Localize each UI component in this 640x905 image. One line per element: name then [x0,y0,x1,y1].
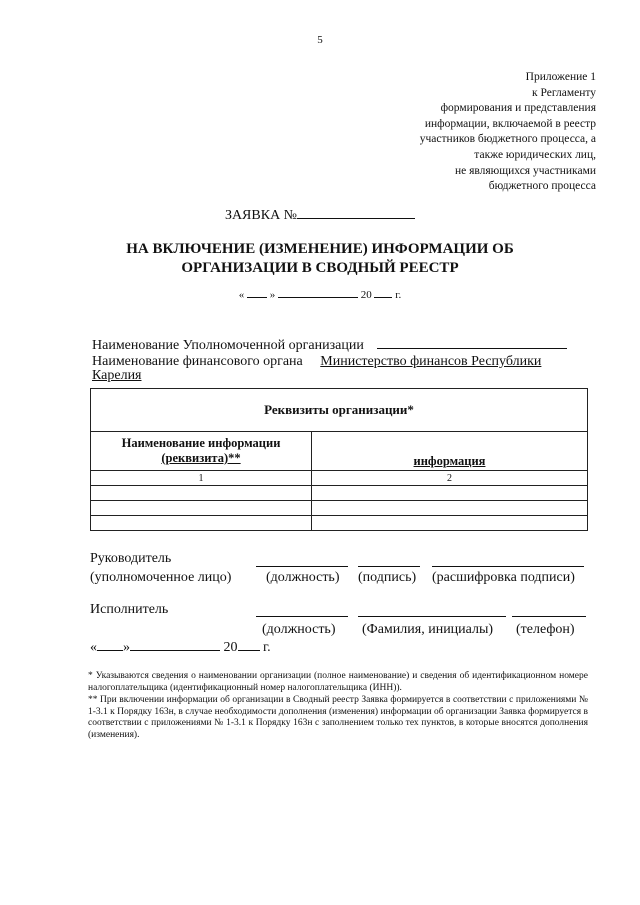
day-field[interactable] [247,287,267,298]
head-sublabel: (уполномоченное лицо) [90,570,232,585]
quote-close: » [269,289,276,301]
column-header-info-name [91,432,312,471]
year-prefix: 20 [223,640,238,655]
head-signature-caption: (подпись) [358,570,417,585]
financial-org-value-continued [92,368,142,384]
column-header-info [312,432,588,471]
authorized-org-field[interactable] [377,334,567,349]
executor-phone-field[interactable] [512,616,586,617]
executor-label: Исполнитель [90,602,169,617]
head-position-caption: (должность) [266,570,340,585]
appendix-block [420,70,596,195]
executor-position-field[interactable] [256,616,348,617]
application-number-field[interactable] [297,205,415,219]
table-cell[interactable] [312,516,588,531]
appendix-line: участников бюджетного процесса, а [419,133,596,146]
footnotes [88,671,588,743]
executor-position-caption: (должность) [262,622,336,637]
requisites-table-title: Реквизиты организации* [91,389,588,432]
appendix-line: формирования и представления [440,102,596,115]
year-suffix: г. [263,640,271,655]
executor-month-field[interactable] [130,637,220,651]
table-cell[interactable] [91,501,312,516]
page-number: 5 [317,34,323,46]
year-field[interactable] [374,287,392,298]
column-number-2: 2 [312,471,588,486]
quote-open: « [238,289,245,301]
application-label: ЗАЯВКА № [224,208,298,223]
executor-day-field[interactable] [97,637,123,651]
quote-open: « [90,640,97,655]
appendix-line: информации, включаемой в реестр [424,117,596,130]
heading-line: ОРГАНИЗАЦИИ В СВОДНЫЙ РЕЕСТР [181,260,459,276]
executor-name-field[interactable] [358,616,506,617]
application-number-line [0,205,640,224]
table-cell[interactable] [91,486,312,501]
heading-line: НА ВКЛЮЧЕНИЕ (ИЗМЕНЕНИЕ) ИНФОРМАЦИИ ОБ [126,241,514,257]
year-prefix: 20 [360,289,372,301]
table-cell[interactable] [91,516,312,531]
date-line [0,287,640,301]
executor-name-caption: (Фамилия, инициалы) [362,622,494,637]
authorized-org-line [92,334,567,354]
document-heading [0,240,640,278]
column-header-info-label: информация [413,454,486,468]
column-header-line: (реквизита)** [161,451,241,465]
year-suffix: г. [395,289,402,301]
requisites-table [90,388,588,531]
column-number-1: 1 [91,471,312,486]
financial-org-value-line2: Карелия [92,368,142,383]
head-decoding-field[interactable] [432,566,584,567]
authorized-org-label: Наименование Уполномоченной организации [92,338,364,353]
appendix-line: не являющихся участниками [454,164,596,177]
financial-org-value: Министерство финансов Республики [320,354,542,369]
appendix-line: к Регламенту [532,86,596,99]
table-cell[interactable] [312,486,588,501]
financial-org-line [92,354,541,370]
appendix-line: также юридических лиц, [474,148,596,161]
head-label: Руководитель [90,551,172,566]
financial-org-label: Наименование финансового органа [92,354,303,369]
table-cell[interactable] [312,501,588,516]
executor-phone-caption: (телефон) [516,622,575,637]
head-signature-field[interactable] [358,566,420,567]
head-position-field[interactable] [256,566,348,567]
head-decoding-caption: (расшифровка подписи) [432,570,575,585]
month-field[interactable] [278,287,358,298]
executor-year-field[interactable] [238,637,260,651]
column-header-line: Наименование информации [121,436,281,450]
footnote-2: ** При включении информации об организации в Сводный реестр Заявка формируется в соответствии с приложениями № 1-3.1 к Порядку 163н, в случае необходимости дополнения (изменения) информации об организации Заявка формируется в соответствии с приложениями № 1-3.1 к Порядку 163н с заполнением только тех пунктов, в которые вносятся дополнения (изменения). [88,695,588,740]
quote-close: » [123,640,130,655]
footnote-1: * Указываются сведения о наименовании организации (полное наименование) и сведения об идентификационном номере налогоплательщика (идентификационный номер налогоплательщика (ИНН)). [88,671,588,693]
appendix-line: Приложение 1 [525,71,596,83]
appendix-line: бюджетного процесса [488,180,596,193]
executor-date [90,637,271,656]
